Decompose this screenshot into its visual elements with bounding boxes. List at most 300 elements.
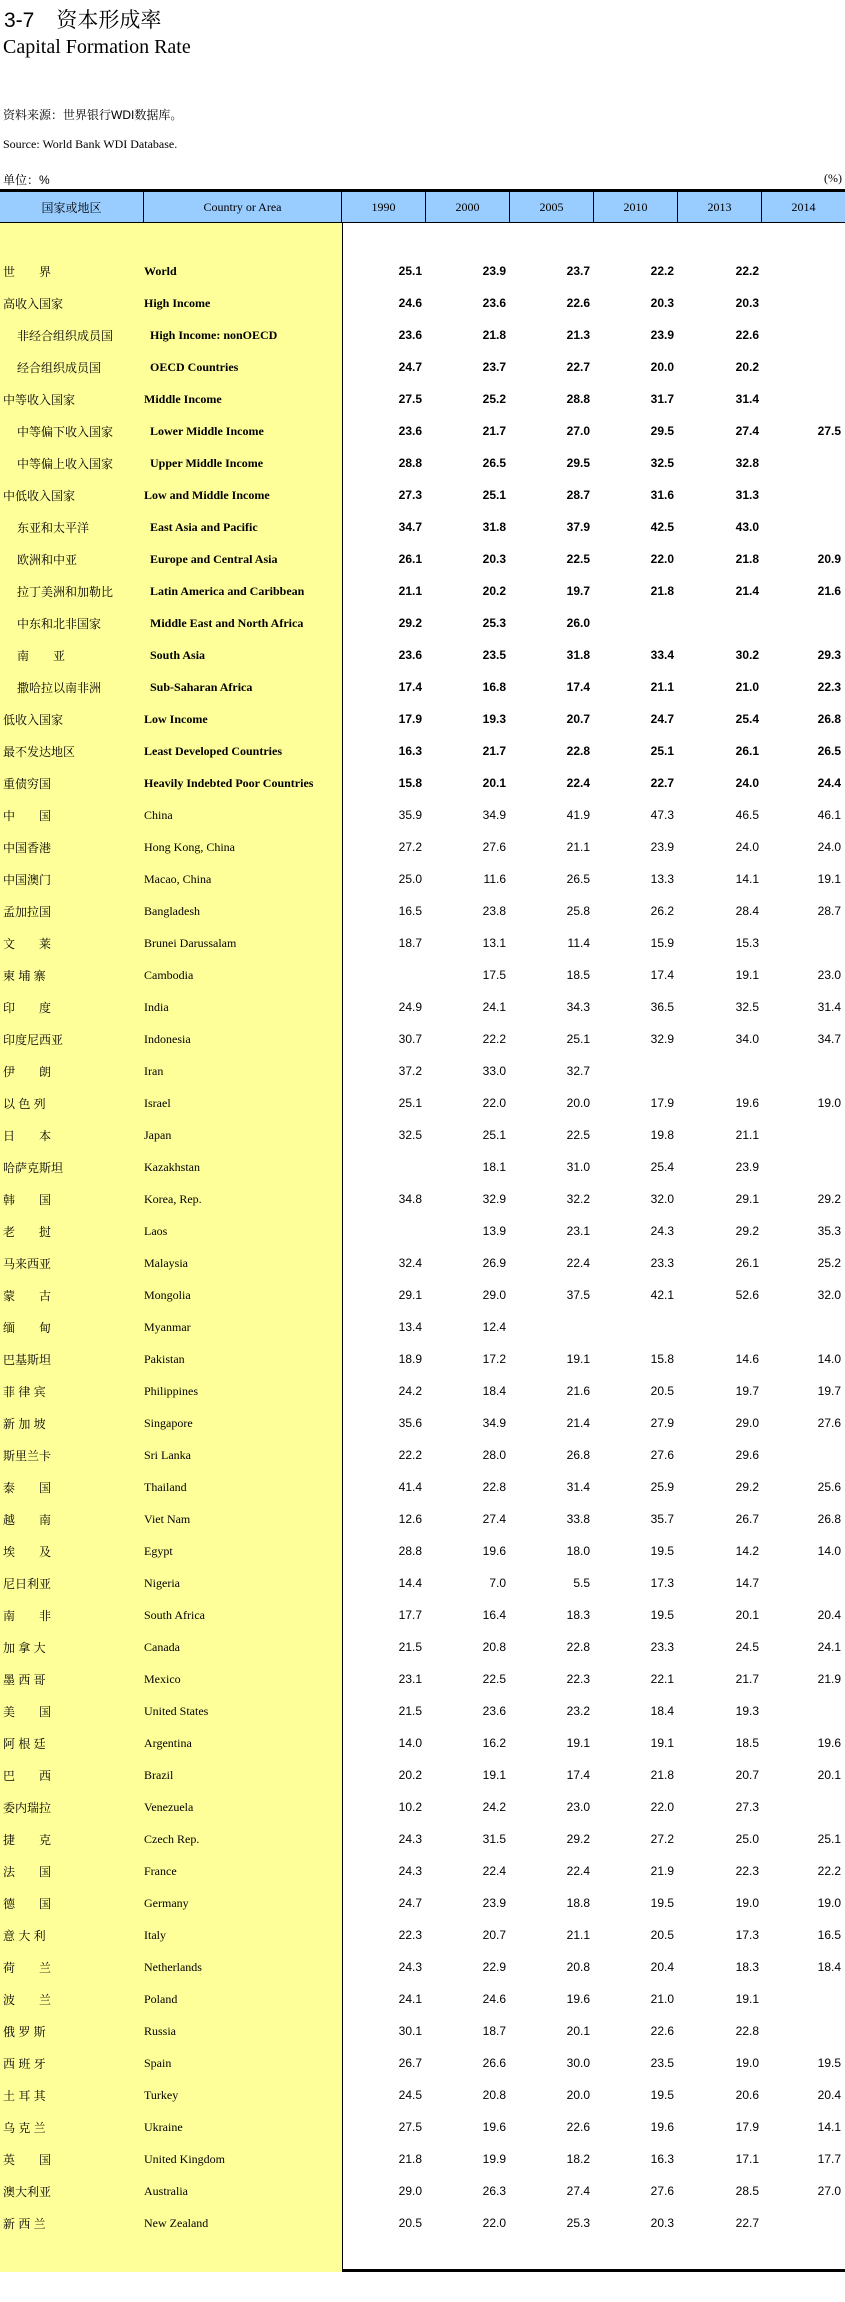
table-row — [0, 1311, 845, 1343]
country-name-cn: 南 非 — [3, 1608, 52, 1623]
value-2000: 23.9 — [482, 264, 506, 278]
country-name-en: Ukraine — [144, 2119, 183, 2134]
value-2010: 22.0 — [650, 1800, 674, 1814]
value-2010: 19.8 — [650, 1128, 674, 1142]
table-row — [0, 351, 845, 383]
value-2005: 20.7 — [566, 712, 590, 726]
value-1990: 35.6 — [398, 1416, 422, 1430]
country-name-cn: 尼日利亚 — [3, 1576, 52, 1591]
value-2013: 19.7 — [735, 1384, 759, 1398]
value-1990: 28.8 — [398, 1544, 422, 1558]
value-2013: 20.2 — [735, 360, 759, 374]
value-2013: 20.3 — [735, 296, 759, 310]
country-name-cn: 缅 甸 — [3, 1320, 52, 1335]
value-2010: 42.1 — [650, 1288, 674, 1302]
country-name-en: France — [144, 1863, 177, 1878]
country-name-en: Philippines — [144, 1383, 199, 1398]
value-2014: 23.0 — [817, 968, 841, 982]
table-row — [0, 2175, 845, 2207]
value-1990: 24.6 — [398, 296, 422, 310]
table-row — [0, 1823, 845, 1855]
value-1990: 26.7 — [398, 2056, 422, 2070]
value-2013: 52.6 — [735, 1288, 759, 1302]
header-year: 2005 — [510, 192, 594, 222]
country-name-cn: 马来西亚 — [3, 1256, 52, 1271]
value-1990: 28.8 — [398, 456, 422, 470]
country-name-en: Sub-Saharan Africa — [150, 679, 253, 694]
value-2010: 33.4 — [650, 648, 674, 662]
value-2000: 12.4 — [482, 1320, 506, 1334]
table-row — [0, 1727, 845, 1759]
value-2013: 17.3 — [735, 1928, 759, 1942]
country-name-en: Argentina — [144, 1735, 192, 1750]
value-1990: 34.7 — [398, 520, 422, 534]
value-2000: 7.0 — [489, 1576, 506, 1590]
value-2010: 27.6 — [650, 1448, 674, 1462]
country-name-cn: 捷 克 — [3, 1832, 52, 1847]
value-2013: 23.9 — [735, 1160, 759, 1174]
value-2014: 16.5 — [817, 1928, 841, 1942]
value-2000: 19.6 — [482, 2120, 506, 2134]
value-1990: 25.1 — [398, 1096, 422, 1110]
country-name-en: Mexico — [144, 1671, 181, 1686]
value-1990: 24.1 — [398, 1992, 422, 2006]
value-2000: 21.7 — [482, 424, 506, 438]
value-2010: 16.3 — [650, 2152, 674, 2166]
value-2005: 27.0 — [566, 424, 590, 438]
country-name-cn: 中 国 — [3, 808, 52, 823]
country-name-en: South Africa — [144, 1607, 205, 1622]
table-row — [0, 255, 845, 287]
value-2013: 15.3 — [735, 936, 759, 950]
value-2014: 27.5 — [817, 424, 841, 438]
value-2014: 28.7 — [817, 904, 841, 918]
table-row — [0, 1087, 845, 1119]
value-2013: 19.3 — [735, 1704, 759, 1718]
country-name-en: High Income — [144, 295, 211, 310]
value-2000: 20.3 — [482, 552, 506, 566]
table-row — [0, 319, 845, 351]
value-2013: 14.6 — [735, 1352, 759, 1366]
value-1990: 27.5 — [398, 2120, 422, 2134]
value-2014: 26.8 — [817, 712, 841, 726]
value-2000: 32.9 — [482, 1192, 506, 1206]
value-1990: 27.3 — [398, 488, 422, 502]
value-2005: 18.5 — [566, 968, 590, 982]
value-1990: 16.3 — [398, 744, 422, 758]
value-2000: 16.8 — [482, 680, 506, 694]
value-2013: 46.5 — [735, 808, 759, 822]
value-2010: 17.9 — [650, 1096, 674, 1110]
value-2013: 19.0 — [735, 1896, 759, 1910]
value-2010: 31.7 — [650, 392, 674, 406]
country-name-en: Upper Middle Income — [150, 455, 264, 470]
value-2005: 22.5 — [566, 1128, 590, 1142]
value-2010: 23.9 — [650, 328, 674, 342]
value-2013: 25.4 — [735, 712, 759, 726]
value-2005: 5.5 — [573, 1576, 590, 1590]
value-2010: 27.9 — [650, 1416, 674, 1430]
table-row — [0, 1183, 845, 1215]
table-row — [0, 1375, 845, 1407]
country-name-cn: 俄 罗 斯 — [3, 2024, 46, 2039]
value-2010: 19.6 — [650, 2120, 674, 2134]
value-2013: 31.4 — [735, 392, 759, 406]
value-2013: 29.2 — [735, 1480, 759, 1494]
value-2010: 26.2 — [650, 904, 674, 918]
value-2013: 29.6 — [735, 1448, 759, 1462]
table-row — [0, 1791, 845, 1823]
value-2010: 13.3 — [650, 872, 674, 886]
value-2010: 47.3 — [650, 808, 674, 822]
value-2005: 26.5 — [566, 872, 590, 886]
country-name-en: Egypt — [144, 1543, 173, 1558]
value-1990: 29.1 — [398, 1288, 422, 1302]
country-name-cn: 越 南 — [3, 1512, 52, 1527]
value-2000: 11.6 — [483, 872, 506, 886]
table-row — [0, 1855, 845, 1887]
value-2000: 26.9 — [482, 1256, 506, 1270]
value-2000: 23.7 — [482, 360, 506, 374]
country-name-cn: 韩 国 — [3, 1192, 52, 1207]
value-2014: 19.0 — [817, 1096, 841, 1110]
value-2005: 18.8 — [566, 1896, 590, 1910]
value-2010: 18.4 — [650, 1704, 674, 1718]
country-name-en: Mongolia — [144, 1287, 191, 1302]
value-2013: 32.8 — [735, 456, 759, 470]
value-2005: 37.5 — [566, 1288, 590, 1302]
value-2000: 20.1 — [482, 776, 506, 790]
country-name-cn: 柬 埔 寨 — [3, 968, 46, 983]
country-name-cn: 中东和北非国家 — [17, 616, 102, 631]
value-2000: 17.5 — [482, 968, 506, 982]
country-name-en: East Asia and Pacific — [150, 519, 258, 534]
country-name-cn: 老 挝 — [3, 1224, 52, 1239]
country-name-cn: 欧洲和中亚 — [17, 552, 78, 567]
value-2010: 22.1 — [650, 1672, 674, 1686]
value-2010: 31.6 — [650, 488, 674, 502]
table-row — [0, 1887, 845, 1919]
value-2000: 22.5 — [482, 1672, 506, 1686]
value-2000: 21.8 — [482, 328, 506, 342]
country-name-cn: 法 国 — [3, 1864, 52, 1879]
value-2010: 17.4 — [650, 968, 674, 982]
value-2010: 21.8 — [650, 584, 674, 598]
value-2013: 21.8 — [735, 552, 759, 566]
value-2013: 19.6 — [735, 1096, 759, 1110]
value-2013: 29.1 — [735, 1192, 759, 1206]
table-row — [0, 1119, 845, 1151]
value-2013: 14.2 — [735, 1544, 759, 1558]
value-2010: 21.9 — [650, 1864, 674, 1878]
value-2000: 19.9 — [482, 2152, 506, 2166]
value-2000: 26.5 — [482, 456, 506, 470]
value-2000: 22.8 — [482, 1480, 506, 1494]
table-row — [0, 1599, 845, 1631]
country-name-cn: 印 度 — [3, 1000, 52, 1015]
country-name-cn: 巴 西 — [3, 1768, 52, 1783]
value-2010: 42.5 — [650, 520, 674, 534]
value-1990: 17.4 — [398, 680, 422, 694]
value-2005: 21.3 — [566, 328, 590, 342]
value-2000: 23.6 — [482, 1704, 506, 1718]
country-name-cn: 低收入国家 — [3, 712, 64, 727]
value-2000: 27.6 — [482, 840, 506, 854]
value-2013: 21.4 — [735, 584, 759, 598]
value-2010: 22.2 — [650, 264, 674, 278]
value-2014: 29.3 — [817, 648, 841, 662]
value-1990: 32.5 — [398, 1128, 422, 1142]
value-2010: 20.0 — [650, 360, 674, 374]
country-name-cn: 波 兰 — [3, 1992, 52, 2007]
value-2000: 22.4 — [482, 1864, 506, 1878]
header-year: 1990 — [342, 192, 426, 222]
country-name-cn: 乌 克 兰 — [3, 2120, 46, 2135]
value-2005: 19.7 — [566, 584, 590, 598]
value-2010: 23.3 — [650, 1256, 674, 1270]
value-2000: 13.1 — [482, 936, 506, 950]
value-2014: 17.7 — [817, 2152, 841, 2166]
value-1990: 27.2 — [398, 840, 422, 854]
value-2010: 27.6 — [650, 2184, 674, 2198]
value-2010: 25.9 — [650, 1480, 674, 1494]
table-row — [0, 671, 845, 703]
value-2013: 21.7 — [735, 1672, 759, 1686]
value-2010: 20.5 — [650, 1384, 674, 1398]
value-1990: 25.0 — [398, 872, 422, 886]
country-name-cn: 荷 兰 — [3, 1960, 52, 1975]
table-row — [0, 799, 845, 831]
value-2013: 19.1 — [735, 1992, 759, 2006]
value-2005: 22.8 — [566, 1640, 590, 1654]
value-2013: 22.3 — [735, 1864, 759, 1878]
country-name-cn: 委内瑞拉 — [3, 1800, 52, 1815]
value-2005: 22.8 — [566, 744, 590, 758]
value-1990: 20.5 — [398, 2216, 422, 2230]
value-1990: 15.8 — [398, 776, 422, 790]
value-2013: 21.0 — [735, 680, 759, 694]
value-2005: 18.2 — [566, 2152, 590, 2166]
value-2014: 20.4 — [817, 2088, 841, 2102]
value-2005: 29.2 — [566, 1832, 590, 1846]
value-2005: 23.1 — [566, 1224, 590, 1238]
table-row — [0, 1951, 845, 1983]
table-row — [0, 1567, 845, 1599]
value-2005: 23.7 — [566, 264, 590, 278]
value-2000: 22.2 — [482, 1032, 506, 1046]
value-2000: 25.1 — [482, 1128, 506, 1142]
country-name-cn: 中等偏下收入国家 — [17, 424, 114, 439]
country-name-cn: 非经合组织成员国 — [17, 328, 114, 343]
value-1990: 35.9 — [398, 808, 422, 822]
value-1990: 24.3 — [398, 1864, 422, 1878]
table-row — [0, 863, 845, 895]
value-1990: 29.0 — [398, 2184, 422, 2198]
header-year: 2014 — [791, 199, 816, 214]
value-2005: 22.3 — [566, 1672, 590, 1686]
value-2000: 18.4 — [482, 1384, 506, 1398]
country-name-cn: 斯里兰卡 — [3, 1448, 52, 1463]
value-2000: 23.5 — [482, 648, 506, 662]
value-2005: 22.4 — [566, 1864, 590, 1878]
country-name-cn: 经合组织成员国 — [17, 360, 102, 375]
value-2000: 19.3 — [482, 712, 506, 726]
country-name-cn: 英 国 — [3, 2152, 52, 2167]
country-name-cn: 日 本 — [3, 1128, 52, 1143]
value-2010: 15.8 — [650, 1352, 674, 1366]
country-name-en: Laos — [144, 1223, 168, 1238]
country-name-en: Lower Middle Income — [150, 423, 264, 438]
value-1990: 27.5 — [398, 392, 422, 406]
table-row — [0, 1343, 845, 1375]
value-2013: 17.1 — [735, 2152, 759, 2166]
country-name-en: United States — [144, 1703, 209, 1718]
country-name-cn: 伊 朗 — [3, 1064, 52, 1079]
value-1990: 24.3 — [398, 1960, 422, 1974]
value-2013: 19.0 — [735, 2056, 759, 2070]
country-name-cn: 中国香港 — [3, 840, 52, 855]
value-2000: 17.2 — [482, 1352, 506, 1366]
value-2005: 32.2 — [566, 1192, 590, 1206]
table-row — [0, 2207, 845, 2239]
value-2013: 17.9 — [735, 2120, 759, 2134]
country-name-cn: 最不发达地区 — [3, 744, 76, 759]
value-2010: 15.9 — [650, 936, 674, 950]
value-2014: 35.3 — [817, 1224, 841, 1238]
country-name-en: Turkey — [144, 2087, 179, 2102]
value-1990: 18.7 — [398, 936, 422, 950]
value-2014: 34.7 — [817, 1032, 841, 1046]
value-2005: 21.4 — [566, 1416, 590, 1430]
country-name-cn: 新 加 坡 — [3, 1416, 46, 1431]
table-row — [0, 383, 845, 415]
value-2010: 23.3 — [650, 1640, 674, 1654]
country-name-cn: 世 界 — [3, 264, 52, 279]
value-2013: 18.5 — [735, 1736, 759, 1750]
value-2005: 18.3 — [566, 1608, 590, 1622]
country-name-en: United Kingdom — [144, 2151, 225, 2166]
value-2010: 23.5 — [650, 2056, 674, 2070]
value-2013: 24.5 — [735, 1640, 759, 1654]
table-row — [0, 479, 845, 511]
value-2000: 20.2 — [482, 584, 506, 598]
value-2005: 30.0 — [566, 2056, 590, 2070]
country-name-cn: 孟加拉国 — [3, 904, 52, 919]
value-1990: 23.6 — [398, 328, 422, 342]
value-2000: 24.6 — [482, 1992, 506, 2006]
value-1990: 18.9 — [398, 1352, 422, 1366]
source-cn: 资料来源：世界银行WDI数据库。 — [3, 108, 183, 122]
table-row — [0, 1471, 845, 1503]
value-1990: 24.9 — [398, 1000, 422, 1014]
value-2013: 22.7 — [735, 2216, 759, 2230]
country-name-cn: 巴基斯坦 — [3, 1352, 52, 1367]
value-1990: 24.3 — [398, 1832, 422, 1846]
value-2010: 27.2 — [650, 1832, 674, 1846]
table-row — [0, 1983, 845, 2015]
value-2014: 14.0 — [817, 1352, 841, 1366]
country-name-cn: 阿 根 廷 — [3, 1736, 46, 1751]
value-2014: 20.9 — [817, 552, 841, 566]
value-2005: 25.8 — [566, 904, 590, 918]
value-2013: 14.1 — [735, 872, 759, 886]
value-2000: 25.2 — [482, 392, 506, 406]
value-2005: 19.1 — [566, 1736, 590, 1750]
country-name-en: Israel — [144, 1095, 171, 1110]
value-2010: 19.5 — [650, 1608, 674, 1622]
table-header — [0, 189, 845, 223]
value-2000: 22.0 — [482, 2216, 506, 2230]
value-2000: 24.2 — [482, 1800, 506, 1814]
table-row — [0, 575, 845, 607]
value-2014: 20.4 — [817, 1608, 841, 1622]
value-1990: 14.4 — [398, 1576, 422, 1590]
value-2005: 20.1 — [566, 2024, 590, 2038]
value-2000: 23.8 — [482, 904, 506, 918]
header-year: 2013 — [678, 192, 762, 222]
value-1990: 41.4 — [398, 1480, 422, 1494]
value-2005: 31.0 — [566, 1160, 590, 1174]
value-2005: 21.1 — [566, 840, 590, 854]
country-name-en: Czech Rep. — [144, 1831, 200, 1846]
value-2013: 26.1 — [735, 1256, 759, 1270]
country-name-en: World — [144, 263, 177, 278]
value-2010: 22.7 — [650, 776, 674, 790]
country-name-en: Brazil — [144, 1767, 174, 1782]
value-2013: 29.2 — [735, 1224, 759, 1238]
value-1990: 23.1 — [398, 1672, 422, 1686]
country-name-cn: 拉丁美洲和加勒比 — [17, 584, 114, 599]
value-1990: 17.7 — [398, 1608, 422, 1622]
value-2013: 26.1 — [735, 744, 759, 758]
value-2000: 28.0 — [482, 1448, 506, 1462]
value-1990: 24.5 — [398, 2088, 422, 2102]
value-2010: 21.0 — [650, 1992, 674, 2006]
value-2010: 22.0 — [650, 552, 674, 566]
value-1990: 26.1 — [398, 552, 422, 566]
country-name-en: Low Income — [144, 711, 208, 726]
value-2014: 25.1 — [817, 1832, 841, 1846]
value-2010: 21.8 — [650, 1768, 674, 1782]
value-2013: 31.3 — [735, 488, 759, 502]
country-name-cn: 加 拿 大 — [3, 1640, 46, 1655]
table-row — [0, 1055, 845, 1087]
value-2000: 23.9 — [482, 1896, 506, 1910]
value-2005: 22.6 — [566, 296, 590, 310]
value-2005: 23.0 — [566, 1800, 590, 1814]
country-name-cn: 中等收入国家 — [3, 392, 76, 407]
value-2005: 28.8 — [566, 392, 590, 406]
title-cn: 资本形成率 — [56, 9, 162, 32]
value-2005: 17.4 — [566, 1768, 590, 1782]
value-1990: 17.9 — [398, 712, 422, 726]
value-2005: 22.7 — [566, 360, 590, 374]
country-name-en: Germany — [144, 1895, 189, 1910]
country-name-en: Middle Income — [144, 391, 222, 406]
value-2013: 27.3 — [735, 1800, 759, 1814]
value-1990: 21.1 — [398, 584, 422, 598]
title-en: Capital Formation Rate — [3, 36, 191, 58]
value-2013: 20.6 — [735, 2088, 759, 2102]
value-1990: 24.7 — [398, 360, 422, 374]
value-2005: 20.0 — [566, 1096, 590, 1110]
value-2014: 27.0 — [817, 2184, 841, 2198]
country-name-cn: 重债穷国 — [3, 776, 52, 791]
value-2013: 24.0 — [735, 776, 759, 790]
country-name-en: Spain — [144, 2055, 172, 2070]
table-row — [0, 959, 845, 991]
value-2013: 21.1 — [735, 1128, 759, 1142]
